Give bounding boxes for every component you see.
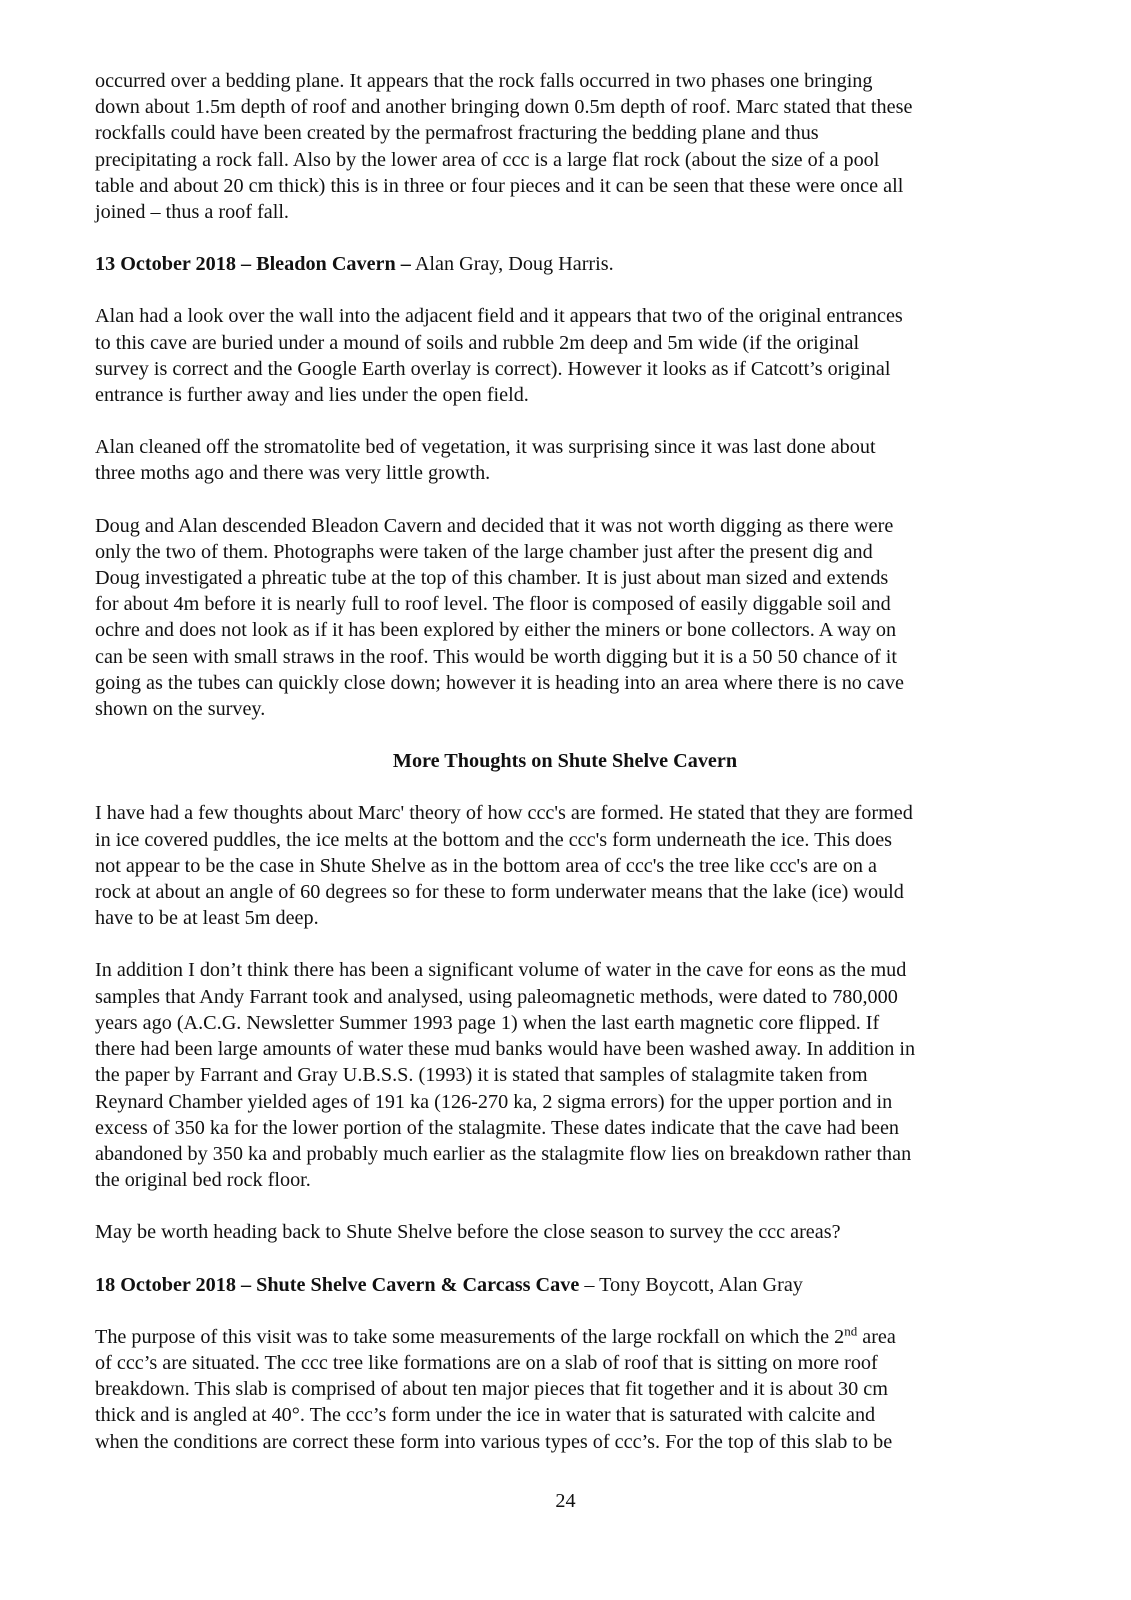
text-line: excess of 350 ka for the lower portion of the stalagmite. These dates indicate that the cave had been — [95, 1116, 900, 1139]
entry-date-location: 13 October 2018 – Bleadon Cavern – — [95, 253, 411, 276]
entry-participants: – Tony Boycott, Alan Gray — [579, 1273, 803, 1296]
text-line: years ago (A.C.G. Newsletter Summer 1993 page 1) when the last earth magnetic core flipped. If — [95, 1011, 880, 1034]
entry-participants: Alan Gray, Doug Harris. — [410, 253, 614, 276]
paragraph-suggestion: May be worth heading back to Shute Shelve before the close season to survey the ccc areas? — [95, 1221, 841, 1244]
text-line: In addition I don’t think there has been a significant volume of water in the cave for eons as the mud — [95, 959, 907, 982]
text-line: table and about 20 cm thick) this is in three or four pieces and it can be seen that these were once all — [95, 174, 904, 197]
text-line: the paper by Farrant and Gray U.B.S.S. (1993) it is stated that samples of stalagmite taken from — [95, 1064, 868, 1087]
text-line: not appear to be the case in Shute Shelve as in the bottom area of ccc's the tree like ccc's are on a — [95, 854, 877, 877]
text-line: precipitating a rock fall. Also by the lower area of ccc is a large flat rock (about the size of a pool — [95, 148, 880, 171]
text-line: down about 1.5m depth of roof and another bringing down 0.5m depth of roof. Marc stated that these — [95, 96, 913, 119]
paragraph-stromatolite — [95, 434, 1035, 486]
paragraph-theory — [95, 800, 1035, 931]
text-line: thick and is angled at 40°. The ccc’s form under the ice in water that is saturated with calcite and — [95, 1404, 876, 1427]
text-line: joined – thus a roof fall. — [95, 201, 289, 224]
page-number: 24 — [555, 1490, 576, 1512]
text-line: going as the tubes can quickly close down; however it is heading into an area where there is no cave — [95, 671, 904, 694]
text-line: ochre and does not look as if it has been explored by either the miners or bone collectors. A way on — [95, 619, 897, 642]
text-line: have to be at least 5m deep. — [95, 907, 319, 930]
text-line: breakdown. This slab is comprised of about ten major pieces that fit together and it is about 30 cm — [95, 1378, 888, 1401]
text-line: I have had a few thoughts about Marc' theory of how ccc's are formed. He stated that they are formed — [95, 802, 913, 825]
text-line: Reynard Chamber yielded ages of 191 ka (126-270 ka, 2 sigma errors) for the upper portion and in — [95, 1090, 893, 1113]
text-line: the original bed rock floor. — [95, 1169, 311, 1192]
text-line: three moths ago and there was very little growth. — [95, 462, 491, 485]
section-title: More Thoughts on Shute Shelve Cavern — [392, 750, 738, 773]
text-line: Alan had a look over the wall into the adjacent field and it appears that two of the original entrances — [95, 305, 903, 328]
text-line: there had been large amounts of water these mud banks would have been washed away. In addition in — [95, 1038, 916, 1061]
text-line: to this cave are buried under a mound of soils and rubble 2m deep and 5m wide (if the original — [95, 331, 860, 354]
entry-date-location: 18 October 2018 – Shute Shelve Cavern & Carcass Cave — [95, 1273, 580, 1296]
paragraph-descent — [95, 513, 1035, 723]
text-line: abandoned by 350 ka and probably much earlier as the stalagmite flow lies on breakdown rather than — [95, 1142, 912, 1165]
log-entry-heading-bleadon — [95, 251, 1035, 277]
text-line: can be seen with small straws in the roof. This would be worth digging but it is a 50 50 chance of it — [95, 645, 897, 668]
text-fragment: The purpose of this visit was to take some measurements of the large rockfall on which the 2 — [95, 1325, 845, 1348]
text-line: when the conditions are correct these form into various types of ccc’s. For the top of this slab to be — [95, 1430, 893, 1453]
ordinal-suffix: nd — [844, 1322, 858, 1338]
document-page — [95, 68, 1035, 1481]
text-fragment: area — [857, 1325, 896, 1348]
text-line: Doug investigated a phreatic tube at the top of this chamber. It is just about man sized and extends — [95, 567, 889, 590]
text-line: of ccc’s are situated. The ccc tree like formations are on a slab of roof that is sitting on more roof — [95, 1351, 878, 1374]
text-line: shown on the survey. — [95, 698, 266, 721]
text-line: Doug and Alan descended Bleadon Cavern and decided that it was not worth digging as there were — [95, 514, 894, 537]
paragraph-purpose — [95, 1324, 1035, 1455]
text-line: for about 4m before it is nearly full to roof level. The floor is composed of easily diggable soil and — [95, 593, 891, 616]
text-line: in ice covered puddles, the ice melts at the bottom and the ccc's form underneath the ice. This does — [95, 828, 893, 851]
text-line: rock at about an angle of 60 degrees so for these to form underwater means that the lake (ice) would — [95, 881, 904, 904]
paragraph-rockfall — [95, 68, 1035, 225]
text-line: samples that Andy Farrant took and analysed, using paleomagnetic methods, were dated to 780,000 — [95, 985, 898, 1008]
text-line: Alan cleaned off the stromatolite bed of vegetation, it was surprising since it was last done about — [95, 436, 876, 459]
text-line: survey is correct and the Google Earth overlay is correct). However it looks as if Catcott’s original — [95, 357, 891, 380]
log-entry-heading-shute-shelve — [95, 1272, 1035, 1298]
text-line: entrance is further away and lies under the open field. — [95, 384, 529, 407]
paragraph-entrances — [95, 303, 1035, 408]
paragraph-dating — [95, 957, 1035, 1193]
text-line: rockfalls could have been created by the permafrost fracturing the bedding plane and thus — [95, 122, 819, 145]
text-line: occurred over a bedding plane. It appears that the rock falls occurred in two phases one bringing — [95, 70, 873, 92]
text-line: only the two of them. Photographs were taken of the large chamber just after the present dig and — [95, 540, 873, 563]
text-line — [95, 1324, 1035, 1350]
